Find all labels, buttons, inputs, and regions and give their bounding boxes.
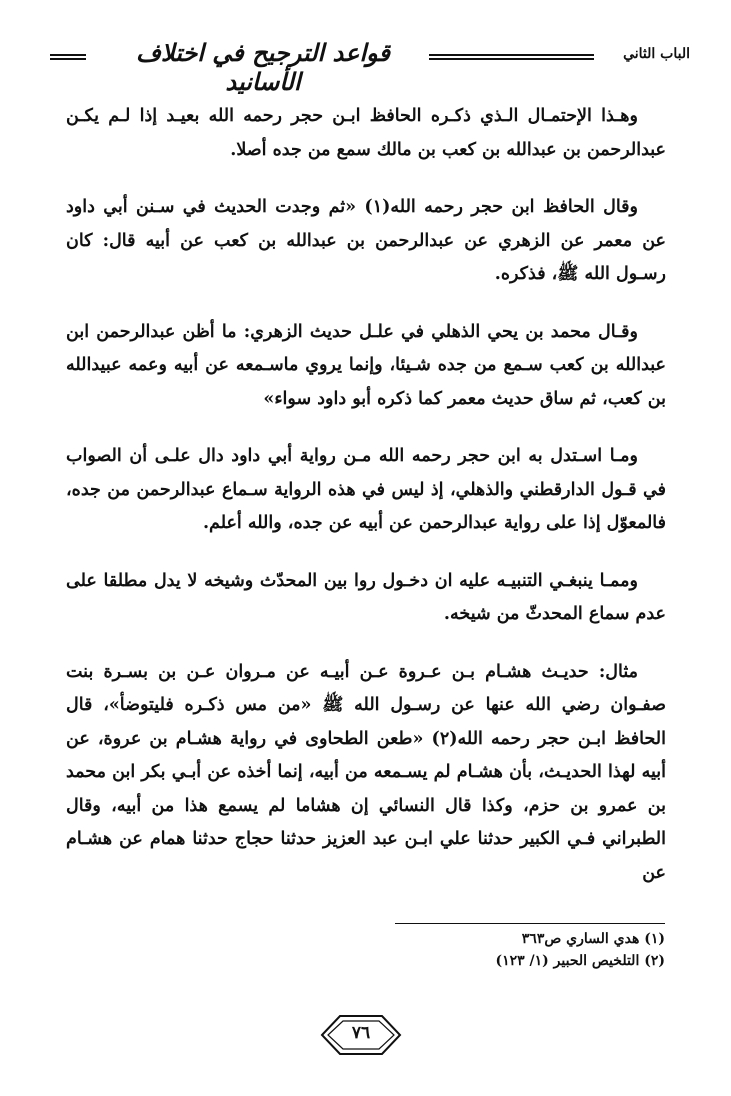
main-text — [66, 100, 666, 914]
paragraph: وممـا ينبغـي التنبيـه عليه ان دخـول روا بين المحدّث وشيخه لا يدل مطلقا على عدم سماع المحدثّ من شيخه. — [66, 570, 666, 624]
chapter-title: الباب الثاني — [623, 46, 690, 62]
paragraph: وهـذا الإحتمـال الـذي ذكـره الحافظ ابـن حجر رحمه الله بعيـد إذا لـم يكـن عبدالرحمن بن عبدالله بن كعب بن مالك سمع من جده أصلا. — [66, 106, 666, 160]
footnote: (٢) التلخيص الحبير (١/ ١٢٣) — [495, 953, 665, 969]
paragraph: مثال: حديـث هشـام بـن عـروة عـن أبيـه عن مـروان عـن بن بسـرة بنت صفـوان رضي الله عنها عن رسـول الله ﷺ «من مس ذكـره فليتوضأ»، قال الحافظ ابـن حجر رحمه الله(٢) «طعن الطحاوى في رواية هشـام بن عروة، عن أبيه لهذا الحديـث، بأن هشـام لم يسـمعه من أبيه، إنما أخذه عن أبـي بكر ابن محمد بن عمرو بن حزم، وكذا قال النسائي إن هشاما لم يسمع هذا من أبيه، وقال الطبراني فـي الكبير حدثنا علي ابـن عبد العزيز حدثنا حجاج حدثنا همام عن هشـام عن — [66, 661, 666, 883]
paragraph: وقال الحافظ ابن حجر رحمه الله(١) «ثم وجدت الحديث في سـنن أبي داود عن معمر عن الزهري عن عبدالرحمن بن عبدالله بن كعب عن أبيه قال: كان رسـول الله ﷺ، فذكره. — [66, 197, 666, 284]
paragraph: ومـا اسـتدل به ابن حجر رحمه الله مـن رواية أبي داود دال علـى أن الصواب في قـول الدارقطني والذهلي، إذ ليس في هذه الرواية سـماع عبدالرحمن من جده، فالمعوّل إذا على رواية عبدالرحمن عن أبيه عن جده، والله أعلم. — [66, 446, 666, 533]
header-rule-end — [50, 54, 86, 60]
footnote-separator — [395, 923, 665, 924]
footnote: (١) هدي الساري ص٣٦٣ — [521, 931, 665, 947]
header-rule — [429, 54, 594, 60]
book-title: قواعد الترجيح في اختلاف الأسانيد — [136, 38, 390, 96]
page-number-badge — [318, 1012, 404, 1058]
footnotes — [65, 928, 665, 972]
page-header — [50, 34, 690, 96]
paragraph: وقـال محمد بن يحي الذهلي في علـل حديث الزهري: ما أظن عبدالرحمن ابن عبدالله بن كعب سـمع من جده شـيئا، وإنما يروي ماسـمعه عن أبيه وعمه عبيدالله بن كعب، ثم ساق حديث معمر كما ذكره أبو داود سواء» — [66, 321, 666, 409]
page-number: ٧٦ — [351, 1023, 371, 1043]
